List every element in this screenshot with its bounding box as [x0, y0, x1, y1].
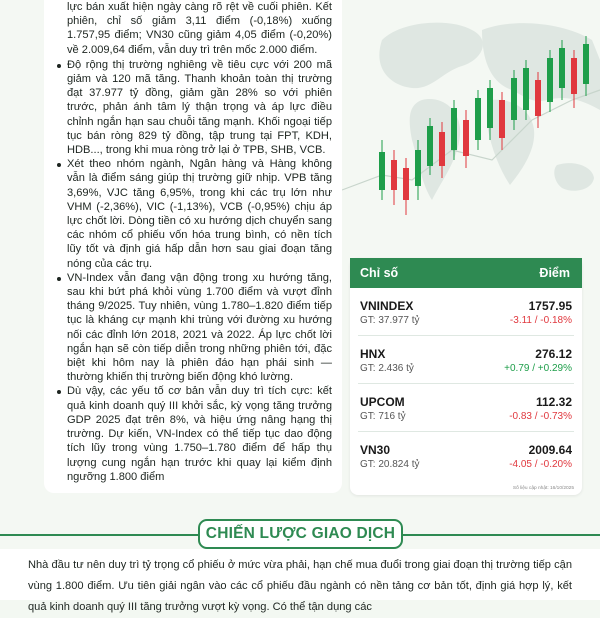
index-change: +0.79 / +0.29% [504, 363, 572, 374]
index-volume: GT: 716 tỷ [360, 411, 406, 422]
strategy-paragraph: Nhà đầu tư nên duy trì tỷ trọng cổ phiếu ở mức vừa phải, hạn chế mua đuổi trong giai đoạn thị trường tiếp cận vùng 1.800 điểm. Ưu tiên giải ngân vào các cổ phiếu đầu ngành có nền tảng cơ bản tốt, định giá hợp lý, kết quả kinh doanh quý III tăng trưởng vượt kỳ vọng. Có thể tận dụng các [0, 549, 600, 600]
summary-bullet: VN-Index vẫn đang vận động trong xu hướng tăng, sau khi bứt phá khỏi vùng 1.700 điểm và vượt đỉnh tháng 9/2025. Tuy nhiên, vùng 1.780–1.820 điểm tiếp tục là kháng cự mạnh khi trùng với đường xu hướng nối các đỉnh lớn 2018, 2021 và 2022. Áp lực chốt lời ngắn hạn sẽ còn tiếp diễn trong những phiên tới, đặc biệt khi hôm nay là phiên đáo hạn phái sinh — thường khiến thị trường biến động khó lường. [56, 271, 332, 385]
summary-bullet-list [56, 58, 332, 484]
index-change: -3.11 / -0.18% [509, 315, 572, 326]
index-table-header [350, 258, 582, 288]
market-map-illustration [342, 0, 600, 255]
summary-bullet: Xét theo nhóm ngành, Ngân hàng và Hàng không vẫn là điểm sáng giúp thị trường giữ nhịp. VPB tăng 3,69%, VJC tăng 6,95%, trong khi các trụ lớn như VHM (-2,36%), VIC (-1,13%), VCB (-0,95%) chịu áp lực chốt lời. Dòng tiền có xu hướng dịch chuyển sang các nhóm cổ phiếu vốn hóa trung bình, có nền tích lũy tốt và định giá hấp dẫn hơn sau giai đoạn tăng nóng của các trụ. [56, 157, 332, 271]
summary-bullet: Dù vậy, các yếu tố cơ bản vẫn duy trì tích cực: kết quả kinh doanh quý III khởi sắc, kỳ vọng tăng trưởng GDP 2025 đạt trên 8%, và hiệu ứng nâng hạng thị trường. Dự kiến, VN-Index có thể tiếp tục dao động tích lũy trong vùng 1.750–1.780 điểm để hấp thụ lượng cung ngắn hạn trước khi quay lại kiểm định ngưỡng 1.800 điểm [56, 384, 332, 483]
index-name: VN30 [360, 443, 391, 457]
index-row-upcom [358, 384, 574, 432]
section-divider-left [0, 534, 198, 536]
index-price: 1757.95 [528, 299, 572, 313]
index-price: 112.32 [535, 395, 572, 409]
header-points-label: Điểm [539, 266, 570, 280]
index-name: HNX [360, 347, 386, 361]
summary-intro: lực bán xuất hiện ngày càng rõ rệt về cuối phiên. Kết phiên, chỉ số giảm 3,11 điểm (-0,18%) xuống 1.757,95 điểm; VN30 cũng giảm 4,05 điểm (-0,20%) về 2.009,64 điểm, vẫn duy trì trên mốc 2.000 điểm. [67, 1, 332, 56]
summary-bullet: Độ rộng thị trường nghiêng về tiêu cực với 200 mã giảm và 120 mã tăng. Thanh khoản toàn thị trường đạt 37.977 tỷ đồng, giảm gần 28% so với phiên trước, phản ánh tâm lý thận trọng và áp lực điều chỉnh ngắn hạn sau chuỗi tăng mạnh. Khối ngoại tiếp tục bán ròng 829 tỷ đồng, tập trung tại FPT, KDH, HDB..., trong khi mua ròng trở lại ở TPB, SHB, VCB. [56, 58, 332, 157]
strategy-section-title: CHIẾN LƯỢC GIAO DỊCH [198, 519, 403, 549]
section-divider-right [403, 534, 600, 536]
index-change: -4.05 / -0.20% [509, 459, 572, 470]
index-name: UPCOM [360, 395, 405, 409]
index-row-vn30 [358, 432, 574, 480]
index-volume: GT: 37.977 tỷ [360, 315, 420, 326]
index-table [350, 258, 582, 495]
market-summary-card [44, 0, 342, 493]
index-volume: GT: 2.436 tỷ [360, 363, 414, 374]
index-row-vnindex [358, 288, 574, 336]
header-index-label: Chỉ số [360, 266, 399, 280]
index-name: VNINDEX [360, 299, 414, 313]
index-row-hnx [358, 336, 574, 384]
index-price: 276.12 [535, 347, 572, 361]
index-volume: GT: 20.824 tỷ [360, 459, 420, 470]
index-change: -0.83 / -0.73% [509, 411, 572, 422]
data-update-note: Số liệu cập nhật: 16/10/2025 [512, 486, 574, 491]
index-price: 2009.64 [528, 443, 572, 457]
